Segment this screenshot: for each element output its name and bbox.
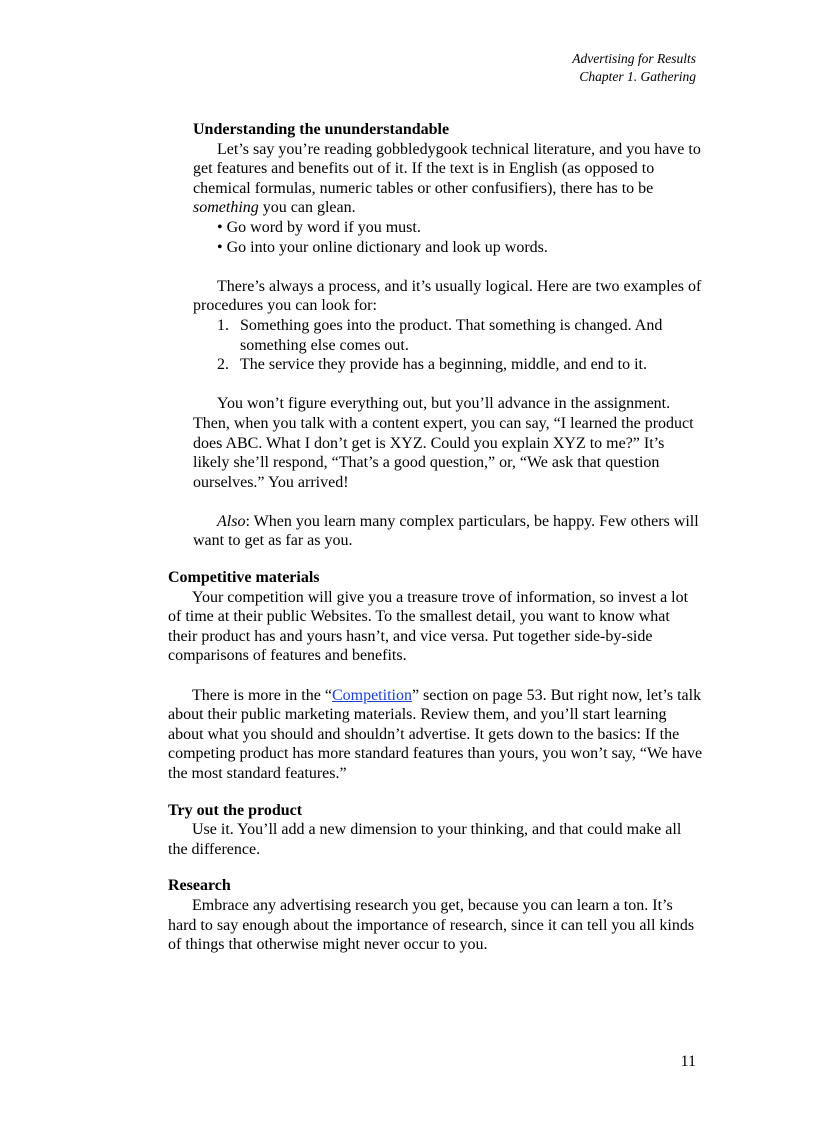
section-heading: Understanding the ununderstandable: [193, 121, 450, 138]
section-heading: Research: [168, 877, 231, 895]
bullet-list: [193, 218, 703, 257]
list-item: [193, 355, 703, 375]
running-header: [572, 50, 696, 86]
book-title: Advertising for Results: [572, 51, 696, 66]
section-heading: Try out the product: [168, 801, 303, 819]
paragraph: Use it. You’ll add a new dimension to your thinking, and that could make all the difference.: [168, 821, 682, 858]
section-competitive: [168, 568, 703, 784]
competition-link[interactable]: Competition: [331, 686, 412, 704]
paragraph: [193, 140, 703, 218]
paragraph: [168, 686, 703, 784]
list-text: Something goes into the product. That something is changed. And something else comes out.: [240, 316, 663, 354]
paragraph: Embrace any advertising research you get, because you can learn a ton. It’s hard to say enough about the importance of research, since it can tell you all kinds of things that otherwise might never occur to you.: [168, 896, 695, 954]
page-body: [168, 120, 703, 955]
list-number: 2.: [217, 356, 229, 374]
paragraph: Your competition will give you a treasure trove of information, so invest a lot of time at their public Websites. To the smallest detail, you want to know what their product has and yours hasn’t, and vice versa. Put together side-by-side comparisons of features and benefits.: [168, 588, 689, 665]
emphasis-text: something: [193, 199, 259, 217]
paragraph: There’s always a process, and it’s usually logical. Here are two examples of procedures you can look for:: [193, 277, 702, 315]
paragraph-text: Let’s say you’re reading gobbledygook technical literature, and you have to get features and benefits out of it. If the text is in English (as opposed to chemical formulas, numeric tables or other confusifiers), there has to be: [193, 140, 701, 197]
paragraph-text: you can glean.: [258, 199, 356, 217]
paragraph: You won’t figure everything out, but you’ll advance in the assignment. Then, when you talk with a content expert, you can say, “I learned the product does ABC. What I don’t get is XYZ. Could you explain XYZ to me?” It’s likely she’ll respond, “That’s a good question,” or, “We ask that question ourselves.” You arrived!: [193, 395, 694, 491]
paragraph: [193, 512, 703, 551]
list-item: • Go word by word if you must.: [217, 218, 421, 236]
emphasis-text: Also: [217, 512, 246, 530]
paragraph-text: : When you learn many complex particulars, be happy. Few others will want to get as far as you.: [193, 512, 699, 550]
section-research: [168, 876, 703, 954]
list-number: 1.: [217, 316, 229, 334]
list-text: The service they provide has a beginning, middle, and end to it.: [240, 356, 647, 374]
page-number: 11: [680, 1053, 696, 1070]
section-heading: Competitive materials: [168, 569, 320, 587]
paragraph-text: There is more in the “: [192, 686, 332, 704]
list-item: [193, 316, 703, 355]
list-item: • Go into your online dictionary and look up words.: [217, 238, 548, 256]
section-unintelligible: [193, 120, 703, 551]
paragraph-text: ” section on page 53. But right now, let’s talk about their public marketing materials. Review them, and you’ll start learning about what you should and shouldn’t advertise. It gets down to the basics: If the competing product has more standard features than yours, you won’t say, “We have the most standard features.”: [168, 686, 703, 782]
section-tryout: [168, 801, 703, 860]
numbered-list: [193, 316, 703, 375]
chapter-title: Chapter 1. Gathering: [579, 69, 696, 84]
